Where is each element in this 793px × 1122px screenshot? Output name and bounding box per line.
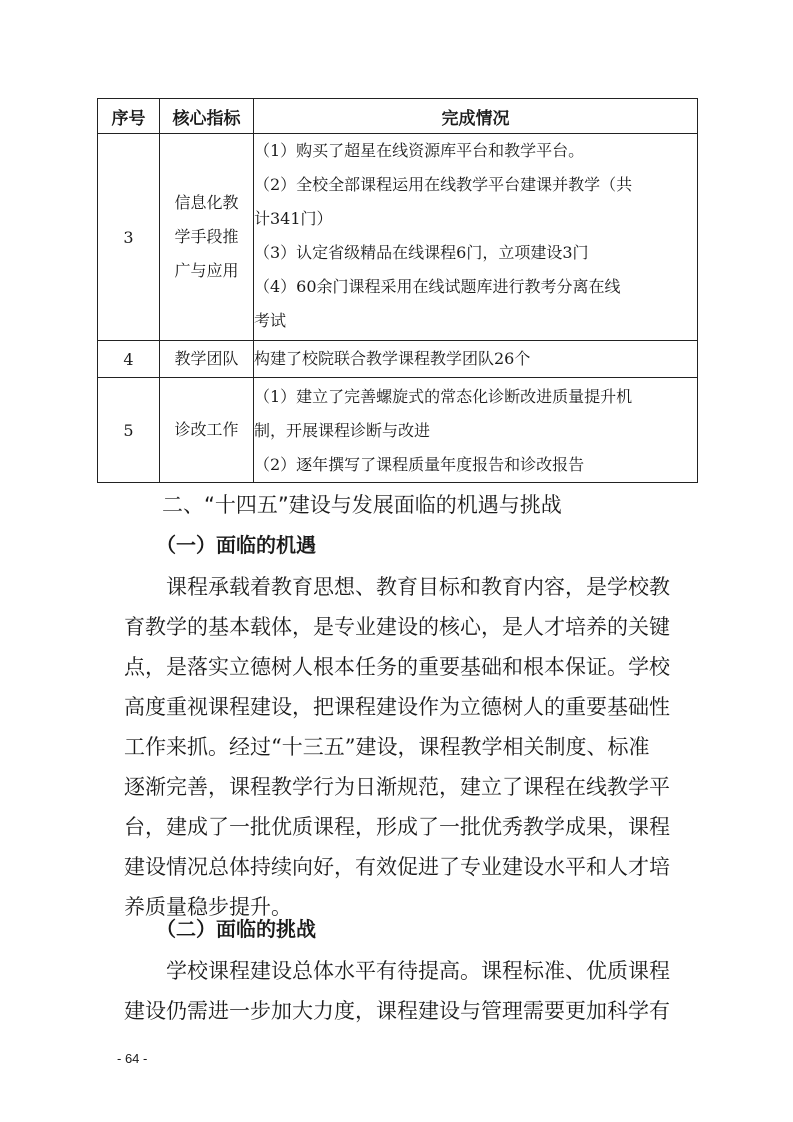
paragraph-line: 台，建成了一批优质课程，形成了一批优秀教学成果，课程 xyxy=(124,815,670,839)
detail-line: 计341门） xyxy=(254,209,333,228)
row-indicator xyxy=(160,134,254,341)
indicator-line: 信息化教 xyxy=(174,193,239,212)
detail-line: （1）建立了完善螺旋式的常态化诊断改进质量提升机 xyxy=(254,387,633,406)
row-number: 3 xyxy=(98,134,160,341)
header-serial: 序号 xyxy=(98,99,160,134)
table-row xyxy=(98,378,698,483)
opportunity-paragraph xyxy=(124,567,680,927)
row-detail xyxy=(254,378,698,483)
indicator-line: 学手段推 xyxy=(174,227,239,246)
row-detail xyxy=(254,134,698,341)
row-detail xyxy=(254,341,698,378)
header-status: 完成情况 xyxy=(254,99,698,134)
detail-line: 构建了校院联合教学课程教学团队26个 xyxy=(254,349,531,368)
section-heading: 二、“十四五”建设与发展面临的机遇与挑战 xyxy=(162,493,562,517)
row-number: 4 xyxy=(98,341,160,378)
detail-line: （2）全校全部课程运用在线教学平台建课并教学（共 xyxy=(254,175,633,194)
paragraph-line: 工作来抓。经过“十三五”建设，课程教学相关制度、标准 xyxy=(124,735,650,759)
subsection-heading-challenge: （二）面临的挑战 xyxy=(156,917,316,941)
row-indicator: 教学团队 xyxy=(160,341,254,378)
paragraph-line: 高度重视课程建设，把课程建设作为立德树人的重要基础性 xyxy=(124,695,670,719)
subsection-heading-opportunity: （一）面临的机遇 xyxy=(156,533,316,557)
paragraph-line: 课程承载着教育思想、教育目标和教育内容，是学校教 xyxy=(166,575,670,599)
detail-line: （3）认定省级精品在线课程6门，立项建设3门 xyxy=(254,243,589,262)
indicator-line: 广与应用 xyxy=(174,261,239,280)
paragraph-line: 点，是落实立德树人根本任务的重要基础和根本保证。学校 xyxy=(124,655,670,679)
paragraph-line: 养质量稳步提升。 xyxy=(124,895,292,919)
row-indicator: 诊改工作 xyxy=(160,378,254,483)
table-row xyxy=(98,134,698,341)
paragraph-line: 学校课程建设总体水平有待提高。课程标准、优质课程 xyxy=(166,959,670,983)
detail-line: 考试 xyxy=(254,311,287,330)
progress-table xyxy=(97,98,698,483)
table-row xyxy=(98,341,698,378)
paragraph-line: 育教学的基本载体，是专业建设的核心，是人才培养的关键 xyxy=(124,615,670,639)
detail-line: 制，开展课程诊断与改进 xyxy=(254,421,431,440)
challenge-paragraph xyxy=(124,951,680,1031)
paragraph-line: 逐渐完善，课程教学行为日渐规范，建立了课程在线教学平 xyxy=(124,775,670,799)
detail-line: （2）逐年撰写了课程质量年度报告和诊改报告 xyxy=(254,455,585,474)
detail-line: （4）60余门课程采用在线试题库进行教考分离在线 xyxy=(254,277,621,296)
page-number: - 64 - xyxy=(117,1051,148,1066)
table-header-row xyxy=(98,99,698,134)
header-indicator: 核心指标 xyxy=(160,99,254,134)
detail-line: （1）购买了超星在线资源库平台和教学平台。 xyxy=(254,141,585,160)
paragraph-line: 建设情况总体持续向好，有效促进了专业建设水平和人才培 xyxy=(124,855,670,879)
paragraph-line: 建设仍需进一步加大力度，课程建设与管理需要更加科学有 xyxy=(124,999,670,1023)
row-number: 5 xyxy=(98,378,160,483)
